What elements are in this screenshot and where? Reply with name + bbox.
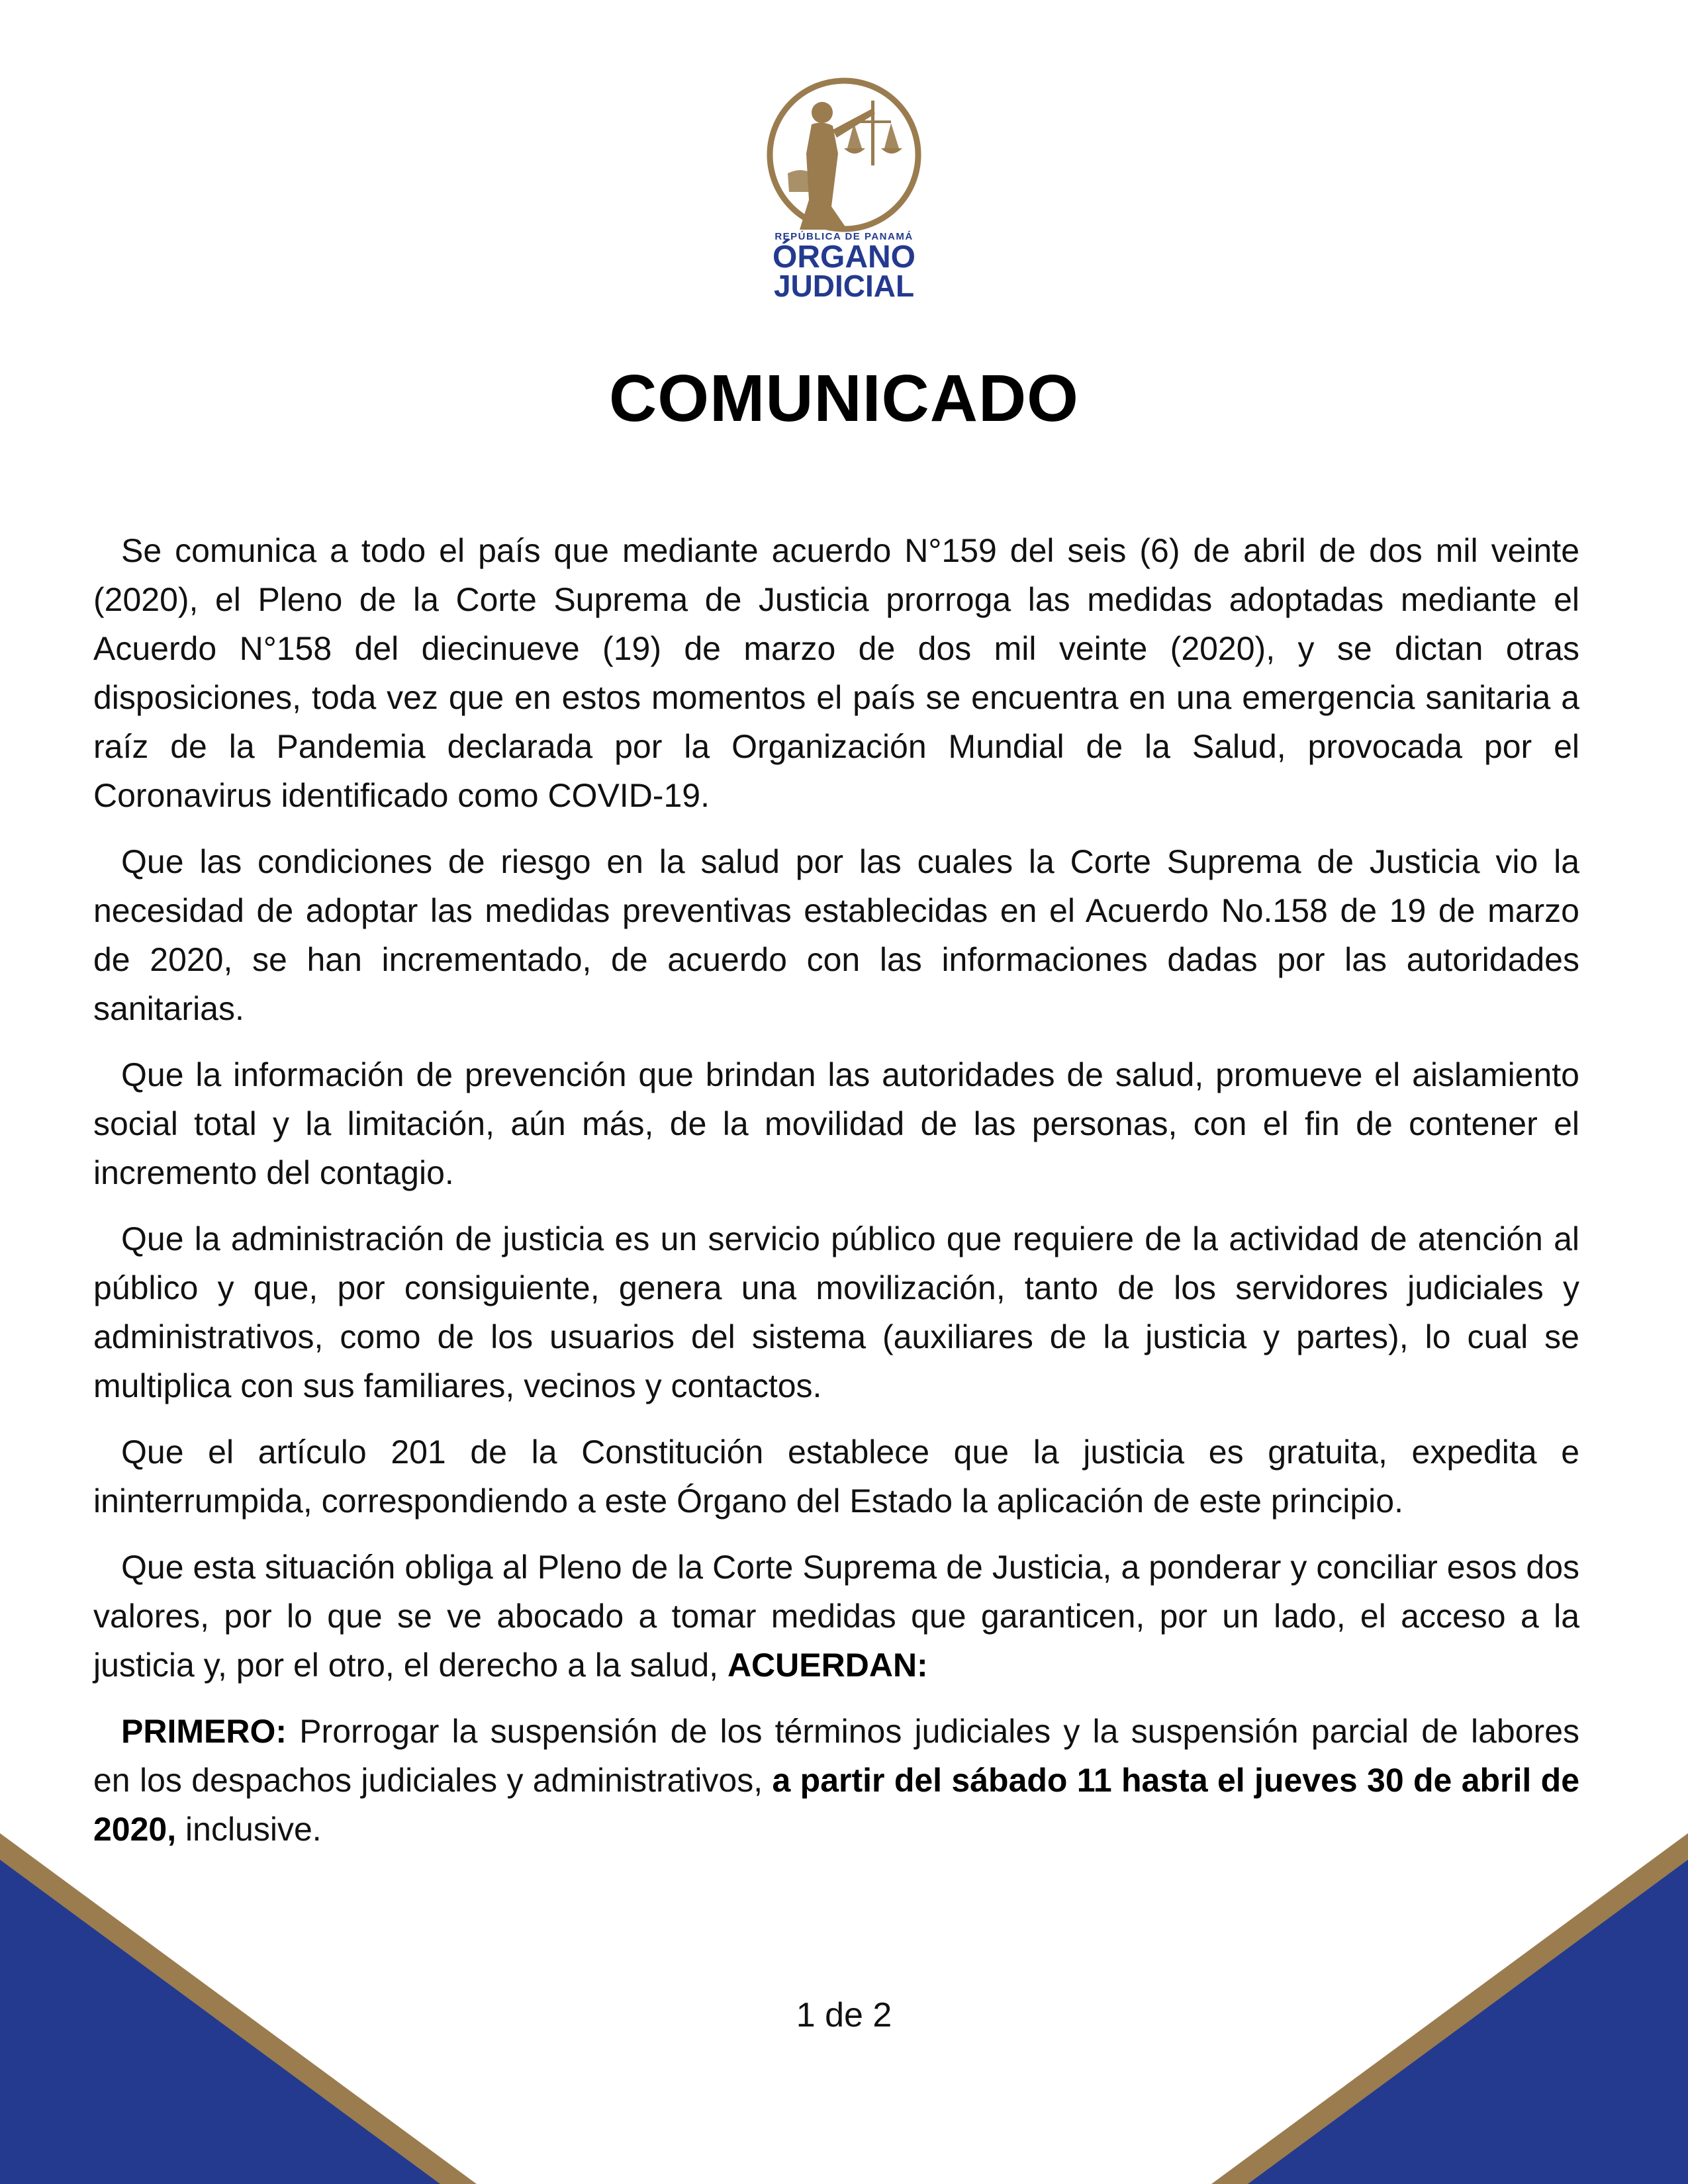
primero-label: PRIMERO:: [121, 1713, 287, 1750]
communique-body: [93, 526, 1579, 1871]
logo-line2: JUDICIAL: [773, 269, 915, 299]
paragraph-primero: PRIMERO: Prorrogar la suspensión de los términos judiciales y la suspensión parcial de labores en los despachos judiciales y administrativos, a partir del sábado 11 hasta el jueves 30 de abril de 2020, inclusive.: [93, 1713, 1579, 1848]
acuerdan-label: ACUERDAN:: [727, 1647, 928, 1684]
paragraph-2: Que las condiciones de riesgo en la salud por las cuales la Corte Suprema de Justicia vio la necesidad de adoptar las medidas preventivas establecidas en el Acuerdo No.158 de 19 de marzo de 2020, se han incrementado, de acuerdo con las informaciones dadas por las autoridades sanitarias.: [93, 843, 1579, 1027]
paragraph-3: Que la información de prevención que brindan las autoridades de salud, promueve el aislamiento social total y la limitación, aún más, de la movilidad de las personas, con el fin de contener el incremento del contagio.: [93, 1056, 1579, 1191]
paragraph-6: Que esta situación obliga al Pleno de la Corte Suprema de Justicia, a ponderar y conciliar esos dos valores, por lo que se ve abocado a tomar medidas que garanticen, por un lado, el acceso a la justicia y, por el otro, el derecho a la salud, ACUERDAN:: [93, 1549, 1579, 1684]
logo-line1: ÓRGANO: [773, 240, 915, 275]
paragraph-5: Que el artículo 201 de la Constitución establece que la justicia es gratuita, expedita e ininterrumpida, correspondiendo a este Órgano del Estado la aplicación de este principio.: [93, 1433, 1579, 1520]
date-range-highlight: a partir del sábado 11 hasta el jueves 30 de abril de 2020,: [93, 1762, 1579, 1848]
organo-judicial-logo: [748, 74, 940, 299]
page-title: COMUNICADO: [609, 361, 1079, 435]
logo-top-text: REPÚBLICA DE PANAMÁ: [774, 231, 914, 242]
page-number: 1 de 2: [796, 1996, 892, 2034]
justice-statue-emblem: [788, 101, 902, 230]
paragraph-1: Se comunica a todo el país que mediante acuerdo N°159 del seis (6) de abril de dos mil veinte (2020), el Pleno de la Corte Suprema de Justicia prorroga las medidas adoptadas mediante el Acuerdo N°158 del diecinueve (19) de marzo de dos mil veinte (2020), y se dictan otras disposiciones, toda vez que en estos momentos el país se encuentra en una emergencia sanitaria a raíz de la Pandemia declarada por la Organización Mundial de la Salud, provocada por el Coronavirus identificado como COVID-19.: [93, 532, 1579, 814]
paragraph-4: Que la administración de justicia es un servicio público que requiere de la actividad de atención al público y que, por consiguiente, genera una movilización, tanto de los servidores judiciales y administrativos, como de los usuarios del sistema (auxiliares de la justicia y partes), lo cual se multiplica con sus familiares, vecinos y contactos.: [93, 1220, 1579, 1404]
